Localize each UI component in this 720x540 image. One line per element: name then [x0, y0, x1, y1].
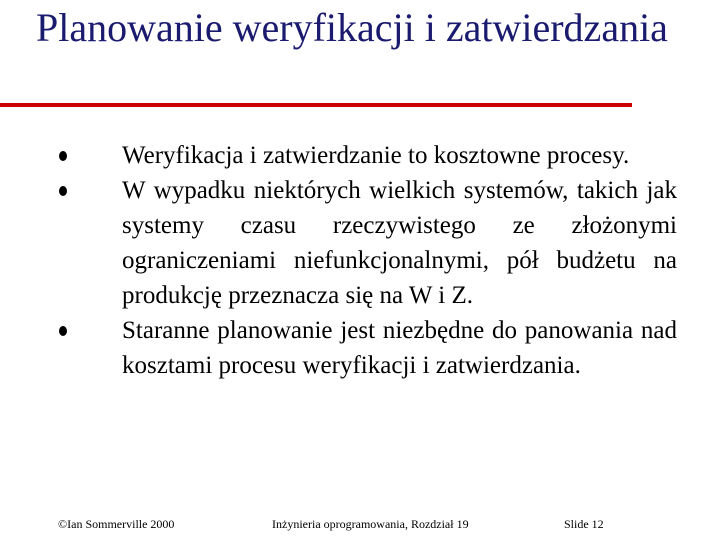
bullet-item [0, 138, 677, 173]
footer-slide-number: Slide 12 [564, 517, 604, 531]
title-underline [0, 103, 632, 107]
bullet-text: Staranne planowanie jest niezbędne do panowania nad kosztami procesu weryfikacji i zatwierdzania. [122, 317, 677, 379]
bullet-text: Weryfikacja i zatwierdzanie to kosztowne procesy. [122, 142, 630, 169]
bullet-item [0, 313, 677, 383]
footer-course-title: Inżynieria oprogramowania, Rozdział 19 [272, 517, 469, 531]
bullet-text: W wypadku niektórych wielkich systemów, takich jak systemy czasu rzeczywistego ze złożonymi ograniczeniami niefunkcjonalnymi, pół budżetu na produkcję przeznacza się na W i Z. [122, 177, 677, 309]
bullet-list [0, 138, 720, 383]
footer-copyright: ©Ian Sommerville 2000 [58, 517, 175, 531]
bullet-marker [59, 151, 67, 161]
bullet-item [0, 173, 677, 313]
slide-title: Planowanie weryfikacji i zatwierdzania [36, 5, 668, 50]
bullet-marker [59, 326, 67, 336]
bullet-marker [59, 186, 67, 196]
